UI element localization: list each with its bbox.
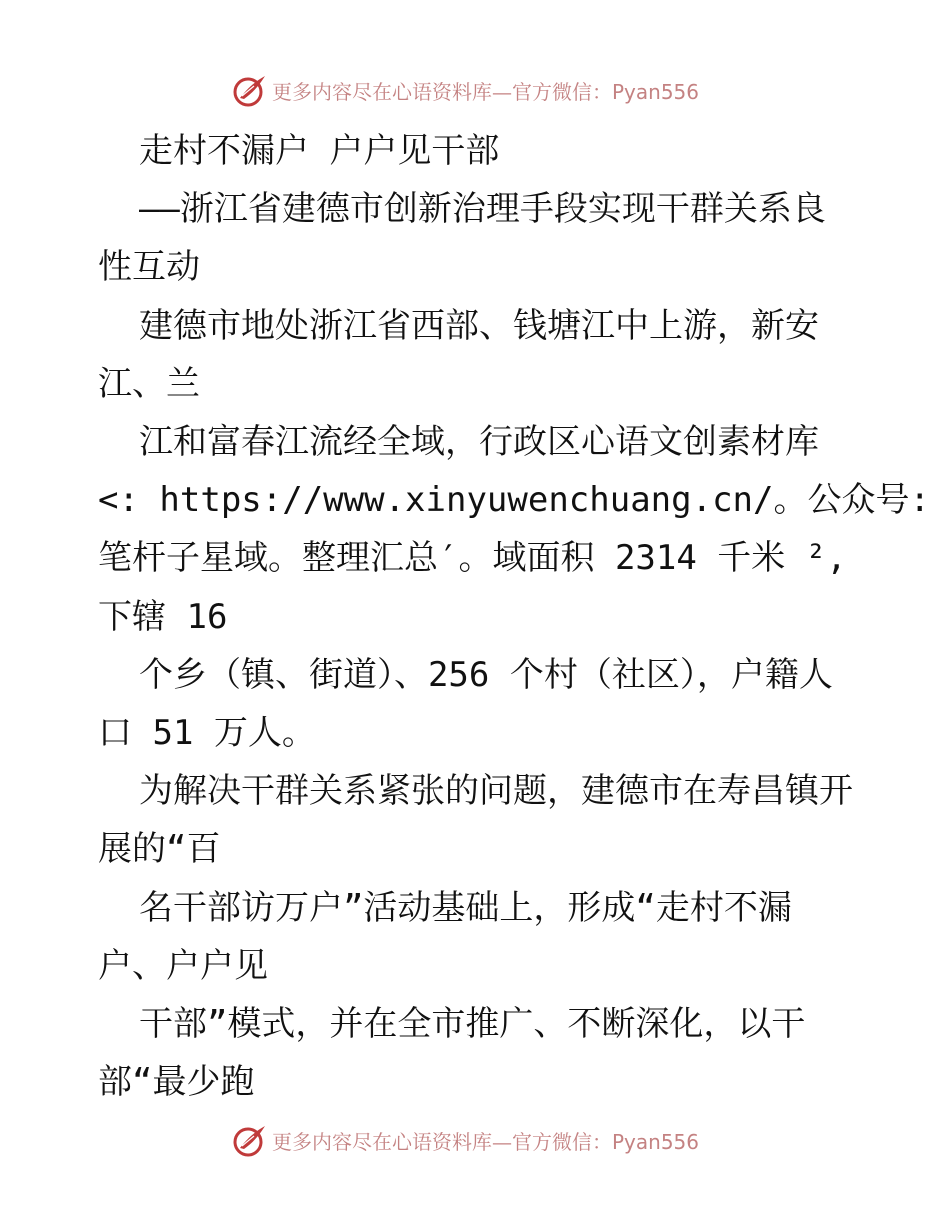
wechat-id: Pyan556 [612, 1129, 700, 1154]
footer-banner [232, 1122, 699, 1158]
text-line: 江、兰 [98, 363, 200, 404]
text-line: <: https://www.xinyuwenchuang.cn/。公众号: [98, 480, 930, 521]
header-banner [232, 72, 699, 108]
quill-logo-icon [232, 1122, 268, 1158]
text-line: 展的“百 [98, 829, 221, 870]
text-line: ——浙江省建德市创新治理手段实现干群关系良 [98, 189, 826, 230]
text-line: 口 51 万人。 [98, 713, 316, 754]
banner-text: 更多内容尽在心语资料库—官方微信：Pyan556 [272, 1129, 700, 1154]
text-line: 笔杆子星域。整理汇总′。域面积 2314 千米 ², [98, 538, 847, 579]
text-line: 户、户户见 [98, 945, 268, 986]
text-line: 为解决干群关系紧张的问题，建德市在寿昌镇开 [98, 771, 853, 812]
text-line: 江和富春江流经全域，行政区心语文创素材库 [98, 422, 819, 463]
wechat-id: Pyan556 [612, 79, 700, 104]
text-line: 个乡（镇、街道）、256 个村（社区），户籍人 [98, 654, 833, 695]
text-line: 性互动 [98, 247, 200, 288]
quill-logo-icon [232, 72, 268, 108]
text-line: 下辖 16 [98, 596, 228, 637]
text-line: 部“最少跑 [98, 1062, 255, 1103]
banner-text: 更多内容尽在心语资料库—官方微信：Pyan556 [272, 79, 700, 104]
text-line: 建德市地处浙江省西部、钱塘江中上游，新安 [98, 305, 819, 346]
text-line: 干部”模式，并在全市推广、不断深化，以干 [98, 1004, 806, 1045]
text-line: 走村不漏户 户户见干部 [98, 131, 500, 171]
document-body [98, 122, 930, 1111]
text-line: 名干部访万户”活动基础上，形成“走村不漏 [98, 887, 792, 928]
